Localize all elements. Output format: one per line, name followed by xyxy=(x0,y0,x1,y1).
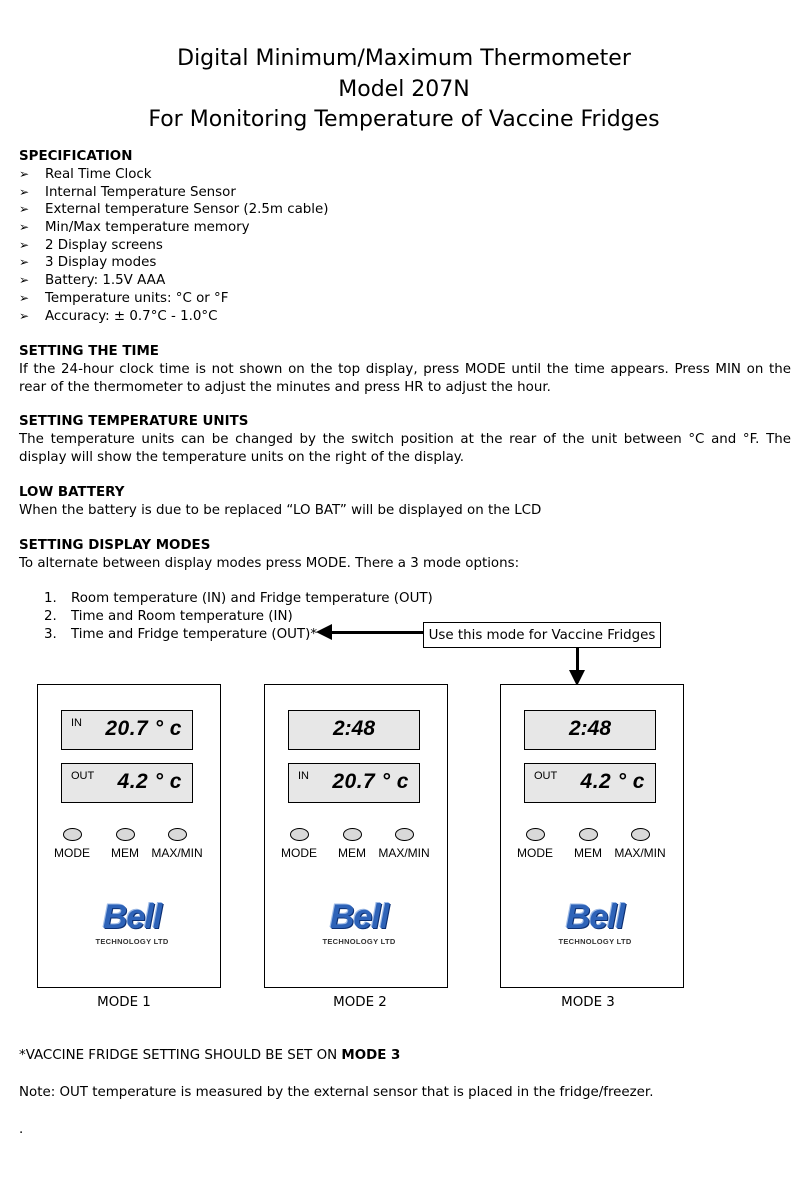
mode-1-caption: MODE 1 xyxy=(97,995,151,1010)
vaccine-mode-callout: Use this mode for Vaccine Fridges xyxy=(423,622,661,648)
spec-item: ➢ Temperature units: °C or °F xyxy=(19,290,229,306)
clock-time: 2:48 xyxy=(332,717,376,740)
purpose-subtitle: For Monitoring Temperature of Vaccine Fridges xyxy=(148,107,660,132)
logo-subtitle: TECHNOLOGY LTD xyxy=(322,937,396,946)
spec-item: ➢ Min/Max temperature memory xyxy=(19,220,250,236)
maxmin-button[interactable] xyxy=(395,828,414,841)
mem-button-label: MEM xyxy=(574,846,602,860)
degree-unit: ° c xyxy=(617,770,645,793)
temperature-value: 4.2 xyxy=(580,770,612,793)
logo-word: Bell xyxy=(565,898,625,936)
display-label: OUT xyxy=(71,770,95,782)
mem-button-label: MEM xyxy=(111,846,139,860)
display-label: IN xyxy=(298,770,309,782)
top-display xyxy=(61,710,193,750)
low-battery-section xyxy=(19,484,791,520)
logo-word: Bell xyxy=(329,898,389,936)
setting-time-section xyxy=(19,343,791,397)
arrow-bullet-icon: ➢ xyxy=(19,220,30,235)
bottom-display xyxy=(61,763,193,803)
spec-item: ➢ Accuracy: ± 0.7°C - 1.0°C xyxy=(19,308,218,324)
maxmin-button-label: MAX/MIN xyxy=(378,846,430,860)
mode-option: 3. Time and Fridge temperature (OUT)* xyxy=(44,627,318,642)
out-temperature-note: Note: OUT temperature is measured by the external sensor that is placed in the fridge/freezer. xyxy=(19,1085,654,1100)
mode-button[interactable] xyxy=(290,828,309,841)
mode-button-label: MODE xyxy=(281,846,317,860)
document-title: Digital Minimum/Maximum Thermometer xyxy=(177,46,631,71)
mode-options-list xyxy=(19,590,791,644)
mem-button[interactable] xyxy=(579,828,598,841)
arrow-bullet-icon: ➢ xyxy=(19,273,30,288)
degree-unit: ° c xyxy=(381,770,409,793)
top-display xyxy=(524,710,656,750)
mode-option: 1. Room temperature (IN) and Fridge temperature (OUT) xyxy=(44,591,433,606)
degree-unit: ° c xyxy=(154,770,182,793)
arrow-bullet-icon: ➢ xyxy=(19,255,30,270)
callout-down-line xyxy=(576,647,579,672)
left-arrow-icon xyxy=(316,624,332,640)
thermometer-mode-1 xyxy=(37,684,221,988)
temperature-value: 20.7 xyxy=(105,717,149,740)
setting-units-text: The temperature units can be changed by the switch position at the rear of the unit between °C and °F. The display will show the temperature units on the right of the display. xyxy=(19,432,791,465)
mode-button-label: MODE xyxy=(517,846,553,860)
thermometer-mode-2 xyxy=(264,684,448,988)
display-label: IN xyxy=(71,717,82,729)
mode-button-label: MODE xyxy=(54,846,90,860)
spec-item: ➢ Real Time Clock xyxy=(19,167,152,182)
model-subtitle: Model 207N xyxy=(338,77,470,102)
setting-time-heading: SETTING THE TIME xyxy=(19,344,159,359)
vaccine-setting-note: *VACCINE FRIDGE SETTING SHOULD BE SET ON MODE 3 xyxy=(19,1048,401,1063)
maxmin-button[interactable] xyxy=(631,828,650,841)
display-modes-heading: SETTING DISPLAY MODES xyxy=(19,538,211,553)
clock-time: 2:48 xyxy=(568,717,612,740)
spec-item: ➢ External temperature Sensor (2.5m cable) xyxy=(19,202,329,218)
bell-logo xyxy=(90,900,174,950)
bottom-display xyxy=(288,763,420,803)
bell-logo xyxy=(317,900,401,950)
logo-subtitle: TECHNOLOGY LTD xyxy=(558,937,632,946)
specification-list xyxy=(19,166,791,325)
setting-units-section xyxy=(19,413,791,467)
bell-logo xyxy=(553,900,637,950)
specification-section xyxy=(19,148,791,325)
spec-item: ➢ Battery: 1.5V AAA xyxy=(19,273,166,289)
display-modes-section xyxy=(19,537,791,573)
low-battery-heading: LOW BATTERY xyxy=(19,485,125,500)
spec-item: ➢ 2 Display screens xyxy=(19,237,163,253)
trailing-dot: . xyxy=(19,1122,24,1137)
mem-button[interactable] xyxy=(343,828,362,841)
thermometer-mode-3 xyxy=(500,684,684,988)
arrow-bullet-icon: ➢ xyxy=(19,308,30,323)
logo-subtitle: TECHNOLOGY LTD xyxy=(95,937,169,946)
mem-button[interactable] xyxy=(116,828,135,841)
spec-item: ➢ 3 Display modes xyxy=(19,255,157,271)
arrow-bullet-icon: ➢ xyxy=(19,237,30,252)
arrow-bullet-icon: ➢ xyxy=(19,167,30,181)
logo-word: Bell xyxy=(102,898,162,936)
specification-heading: SPECIFICATION xyxy=(19,149,133,164)
temperature-value: 4.2 xyxy=(117,770,149,793)
degree-unit: ° c xyxy=(154,717,182,740)
mode-3-caption: MODE 3 xyxy=(561,995,615,1010)
top-display xyxy=(288,710,420,750)
arrow-bullet-icon: ➢ xyxy=(19,290,30,305)
mode-button[interactable] xyxy=(526,828,545,841)
mode-button[interactable] xyxy=(63,828,82,841)
arrow-bullet-icon: ➢ xyxy=(19,202,30,217)
setting-units-heading: SETTING TEMPERATURE UNITS xyxy=(19,414,249,429)
arrow-bullet-icon: ➢ xyxy=(19,184,30,199)
maxmin-button-label: MAX/MIN xyxy=(151,846,203,860)
bottom-display xyxy=(524,763,656,803)
maxmin-button-label: MAX/MIN xyxy=(614,846,666,860)
display-modes-intro: To alternate between display modes press MODE. There a 3 mode options: xyxy=(19,556,520,571)
mode-2-caption: MODE 2 xyxy=(333,995,387,1010)
low-battery-text: When the battery is due to be replaced “LO BAT” will be displayed on the LCD xyxy=(19,503,542,518)
mode-3-emphasis: MODE 3 xyxy=(341,1048,401,1063)
callout-arrow-line xyxy=(330,631,423,634)
setting-time-text: If the 24-hour clock time is not shown on the top display, press MODE until the time appears. Press MIN on the rear of the thermometer to adjust the minutes and press HR to adjust the hour. xyxy=(19,362,791,395)
spec-item: ➢ Internal Temperature Sensor xyxy=(19,184,236,200)
mode-options xyxy=(19,590,791,644)
mode-option: 2. Time and Room temperature (IN) xyxy=(44,609,293,624)
mem-button-label: MEM xyxy=(338,846,366,860)
display-label: OUT xyxy=(534,770,558,782)
temperature-value: 20.7 xyxy=(332,770,376,793)
maxmin-button[interactable] xyxy=(168,828,187,841)
